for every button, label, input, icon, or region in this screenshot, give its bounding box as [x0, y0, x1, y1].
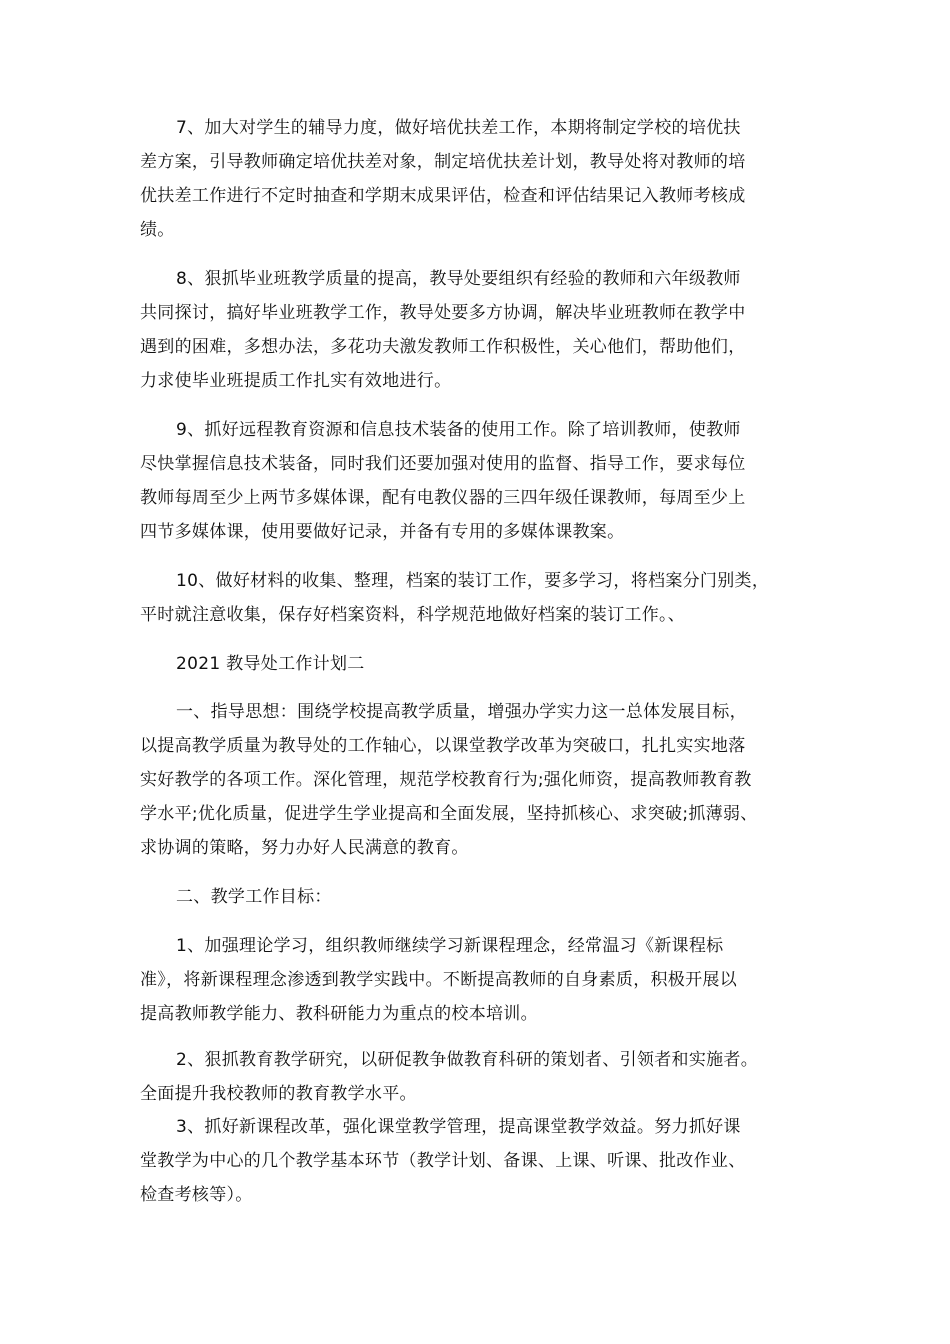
paragraph-goal-2 — [140, 1043, 830, 1111]
section-title-text: 2021 教导处工作计划二 — [176, 654, 365, 674]
heading-work-goals — [140, 880, 830, 914]
heading-text: 二、教学工作目标： — [176, 887, 332, 907]
text-line: 力求使毕业班提质工作扎实有效地进行。 — [140, 371, 452, 391]
text-line: 3、抓好新课程改革，强化课堂教学管理，提高课堂教学效益。努力抓好课 — [176, 1117, 741, 1137]
text-line: 一、指导思想：围绕学校提高教学质量，增强办学实力这一总体发展目标， — [176, 702, 747, 722]
text-line: 学水平;优化质量，促进学生学业提高和全面发展，坚持抓核心、求突破;抓薄弱、 — [140, 804, 758, 824]
text-line: 共同探讨，搞好毕业班教学工作，教导处要多方协调，解决毕业班教师在教学中 — [140, 303, 746, 323]
text-line: 差方案，引导教师确定培优扶差对象，制定培优扶差计划，教导处将对教师的培 — [140, 152, 746, 172]
text-line: 2、狠抓教育教学研究，以研促教争做教育科研的策划者、引领者和实施者。 — [176, 1050, 759, 1070]
text-line: 绩。 — [140, 220, 175, 240]
paragraph-goal-3 — [140, 1110, 830, 1212]
paragraph-item-9 — [140, 413, 830, 549]
text-line: 8、狠抓毕业班教学质量的提高，教导处要组织有经验的教师和六年级教师 — [176, 269, 741, 289]
text-line: 堂教学为中心的几个教学基本环节（教学计划、备课、上课、听课、批改作业、 — [140, 1151, 746, 1171]
text-line: 1、加强理论学习，组织教师继续学习新课程理念，经常温习《新课程标 — [176, 936, 724, 956]
paragraph-item-8 — [140, 262, 830, 398]
text-line: 遇到的困难，多想办法，多花功夫激发教师工作积极性，关心他们，帮助他们， — [140, 337, 746, 357]
paragraph-item-7 — [140, 111, 830, 247]
text-line: 准》，将新课程理念渗透到教学实践中。不断提高教师的自身素质，积极开展以 — [140, 970, 737, 990]
text-line: 9、抓好远程教育资源和信息技术装备的使用工作。除了培训教师，使教师 — [176, 420, 741, 440]
text-line: 提高教师教学能力、教科研能力为重点的校本培训。 — [140, 1004, 538, 1024]
text-line: 尽快掌握信息技术装备，同时我们还要加强对使用的监督、指导工作，要求每位 — [140, 454, 746, 474]
text-line: 以提高教学质量为教导处的工作轴心，以课堂教学改革为突破口，扎扎实实地落 — [140, 736, 746, 756]
text-line: 实好教学的各项工作。深化管理，规范学校教育行为;强化师资，提高教师教育教 — [140, 770, 752, 790]
section-title — [140, 647, 830, 681]
text-line: 教师每周至少上两节多媒体课，配有电教仪器的三四年级任课教师，每周至少上 — [140, 488, 746, 508]
text-line: 求协调的策略，努力办好人民满意的教育。 — [140, 838, 469, 858]
text-line: 优扶差工作进行不定时抽查和学期末成果评估，检查和评估结果记入教师考核成 — [140, 186, 746, 206]
text-line: 10、做好材料的收集、整理，档案的装订工作，要多学习，将档案分门别类， — [176, 571, 770, 591]
text-line: 7、加大对学生的辅导力度，做好培优扶差工作，本期将制定学校的培优扶 — [176, 118, 741, 138]
text-line: 平时就注意收集，保存好档案资料，科学规范地做好档案的装订工作。、 — [140, 605, 686, 625]
text-line: 检查考核等）。 — [140, 1185, 253, 1205]
text-line: 四节多媒体课，使用要做好记录，并备有专用的多媒体课教案。 — [140, 522, 625, 542]
text-line: 全面提升我校教师的教育教学水平。 — [140, 1084, 417, 1104]
paragraph-guiding-thought — [140, 695, 830, 865]
paragraph-item-10 — [140, 564, 830, 632]
paragraph-goal-1 — [140, 929, 830, 1031]
